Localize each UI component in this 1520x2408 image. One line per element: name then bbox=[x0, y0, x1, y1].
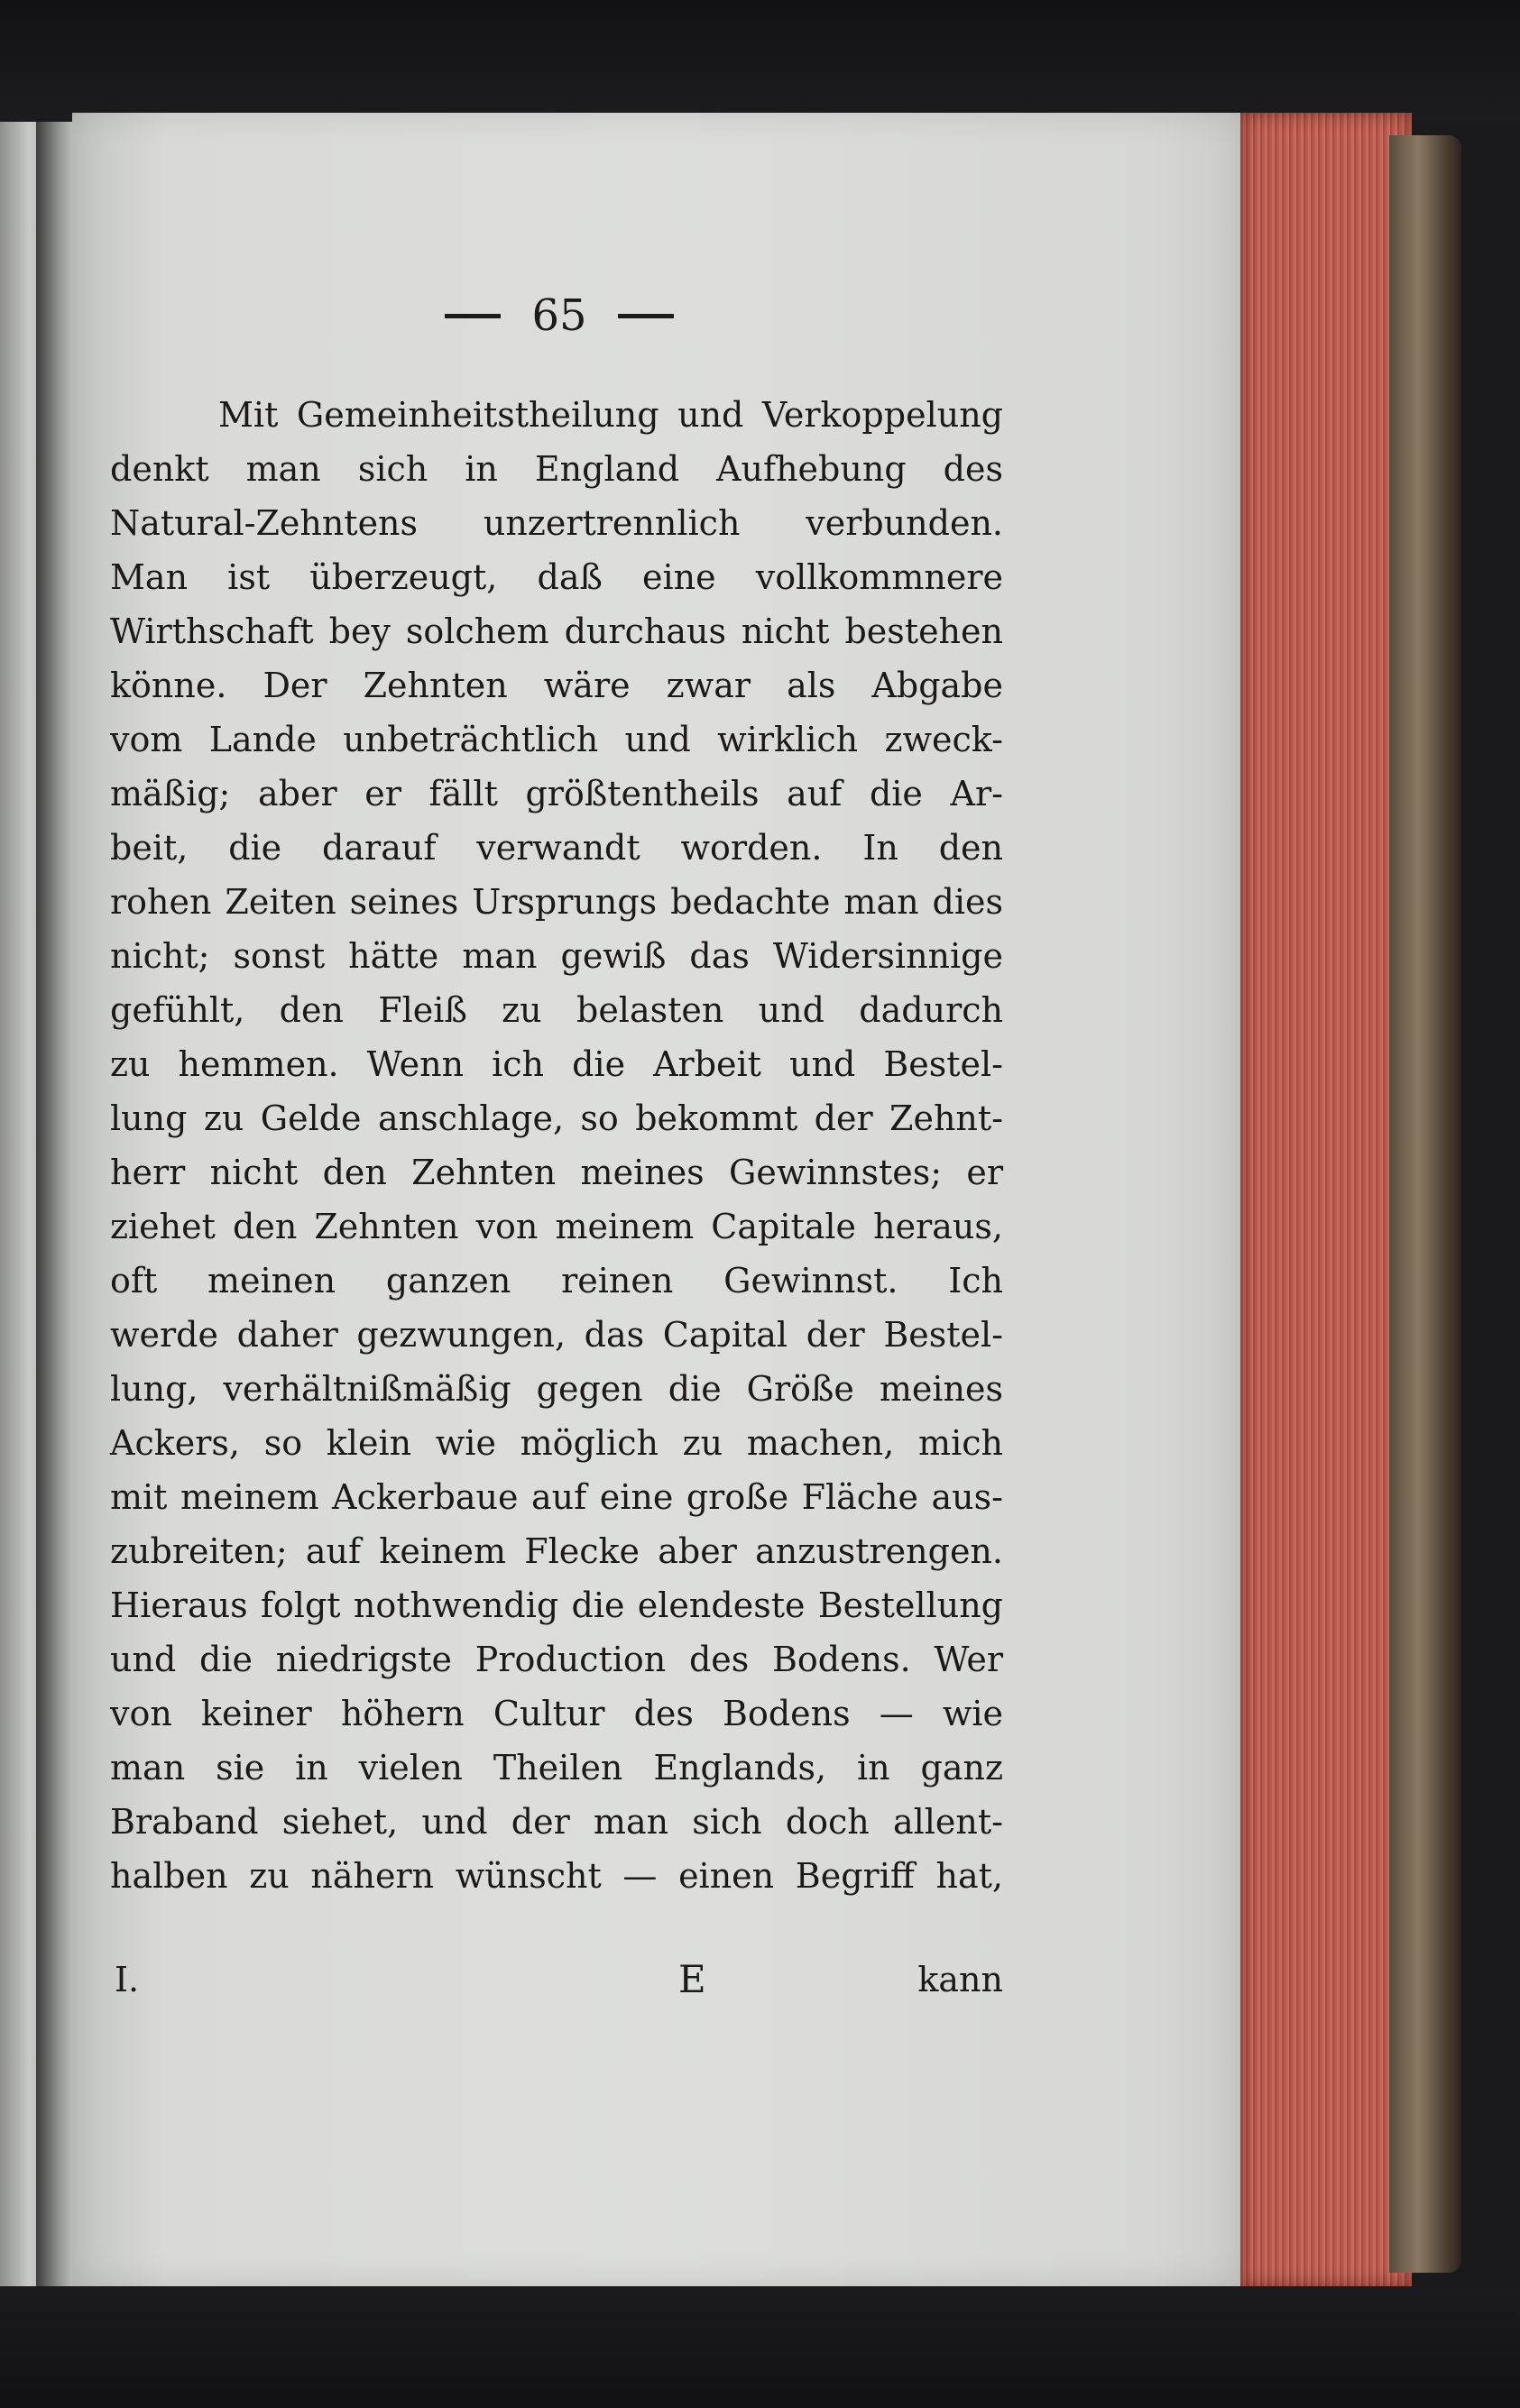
text-line: werde daher gezwungen, das Capital der Bestel- bbox=[110, 1315, 1003, 1355]
text-line: vom Lande unbeträchtlich und wirklich zweck- bbox=[110, 720, 1003, 759]
red-page-edges bbox=[1240, 113, 1412, 2286]
text-line: herr nicht den Zehnten meines Gewinnstes; er bbox=[110, 1153, 1003, 1192]
text-line: zubreiten; auf keinem Flecke aber anzustrengen. bbox=[110, 1531, 1003, 1571]
text-line: lung, verhältnißmäßig gegen die Größe meines bbox=[110, 1369, 1003, 1409]
catchword: kann bbox=[917, 1960, 1003, 1999]
dark-background-top bbox=[0, 0, 1520, 122]
text-line: man sie in vielen Theilen Englands, in ganz bbox=[110, 1748, 1003, 1788]
page-body-text bbox=[110, 388, 1003, 1903]
text-line: mäßig; aber er fällt größtentheils auf die Ar- bbox=[110, 774, 1003, 813]
text-line: ziehet den Zehnten von meinem Capitale heraus, bbox=[110, 1207, 1003, 1246]
text-line: beit, die darauf verwandt worden. In den bbox=[110, 828, 1003, 868]
header-dash-left bbox=[445, 314, 501, 318]
text-line: denkt man sich in England Aufhebung des bbox=[110, 449, 1003, 489]
page-header bbox=[397, 284, 722, 347]
text-line: Braband siehet, und der man sich doch allent- bbox=[110, 1802, 1003, 1842]
gathering-mark: E bbox=[678, 1957, 706, 2001]
page-footer bbox=[110, 1953, 1003, 2007]
text-line: könne. Der Zehnten wäre zwar als Abgabe bbox=[110, 666, 1003, 705]
text-line: halben zu nähern wünscht — einen Begriff hat, bbox=[110, 1856, 1003, 1896]
signature-mark: I. bbox=[115, 1960, 140, 1999]
text-line: oft meinen ganzen reinen Gewinnst. Ich bbox=[110, 1261, 1003, 1301]
text-line: lung zu Gelde anschlage, so bekommt der Zehnt- bbox=[110, 1098, 1003, 1138]
text-line: nicht; sonst hätte man gewiß das Widersinnige bbox=[110, 936, 1003, 976]
book-cover-spine bbox=[1389, 135, 1461, 2273]
text-line: Man ist überzeugt, daß eine vollkommnere bbox=[110, 557, 1003, 597]
text-line: Ackers, so klein wie möglich zu machen, mich bbox=[110, 1423, 1003, 1463]
header-dash-right bbox=[618, 314, 674, 318]
page-number: 65 bbox=[531, 290, 587, 341]
dark-background-bottom bbox=[0, 2286, 1520, 2408]
text-line: und die niedrigste Production des Bodens. Wer bbox=[110, 1640, 1003, 1679]
text-line: Hieraus folgt nothwendig die elendeste Bestellung bbox=[110, 1585, 1003, 1625]
text-line: von keiner höhern Cultur des Bodens — wie bbox=[110, 1694, 1003, 1733]
book-gutter bbox=[36, 122, 77, 2304]
text-line: Wirthschaft bey solchem durchaus nicht bestehen bbox=[110, 611, 1003, 651]
text-line: Mit Gemeinheitstheilung und Verkoppelung bbox=[218, 395, 1003, 435]
text-line: Natural-Zehntens unzertrennlich verbunden. bbox=[110, 503, 1003, 543]
text-line: zu hemmen. Wenn ich die Arbeit und Bestel- bbox=[110, 1044, 1003, 1084]
text-line: gefühlt, den Fleiß zu belasten und dadurch bbox=[110, 990, 1003, 1030]
text-line: mit meinem Ackerbaue auf eine große Fläche aus- bbox=[110, 1477, 1003, 1517]
text-line: rohen Zeiten seines Ursprungs bedachte man dies bbox=[110, 882, 1003, 922]
